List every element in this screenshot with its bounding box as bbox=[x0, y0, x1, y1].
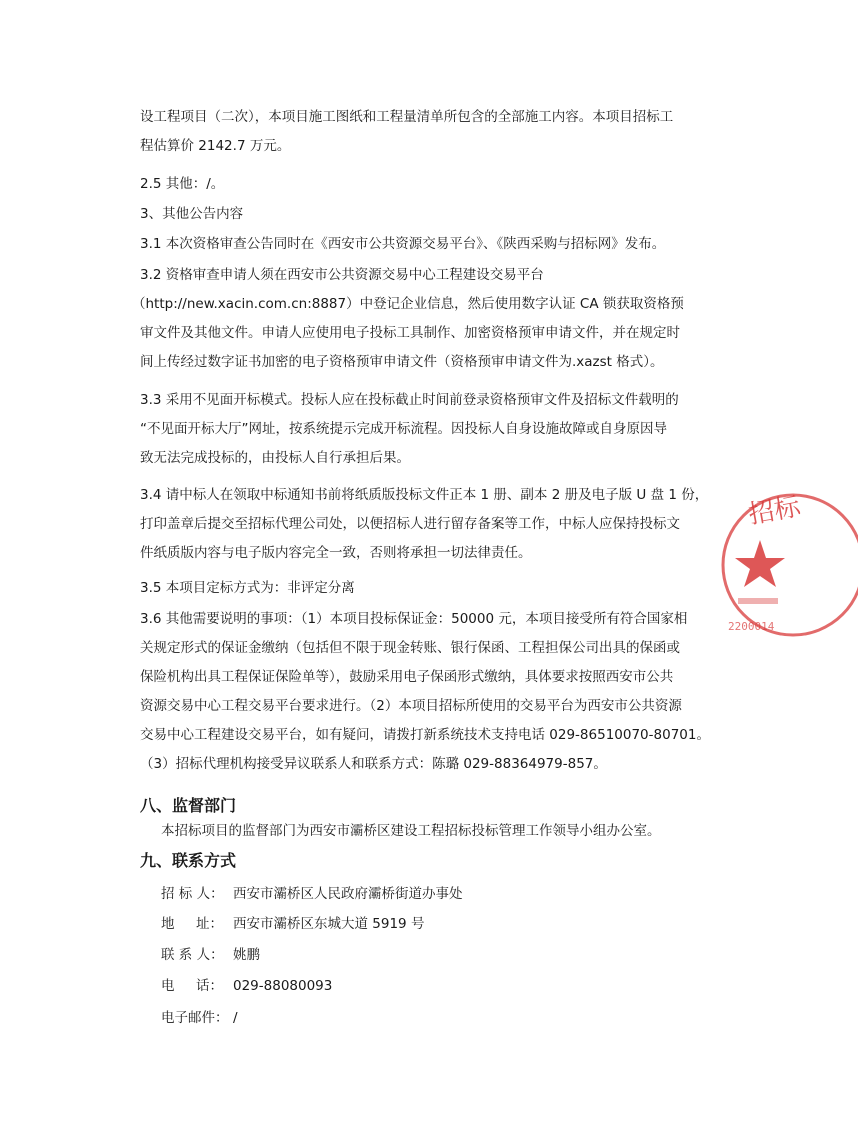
paragraph-2-5: 2.5 其他：/。 bbox=[140, 176, 225, 192]
section-heading-contact: 九、联系方式 bbox=[140, 851, 237, 870]
contact-value: / bbox=[233, 1010, 238, 1026]
text-line: 3.6 其他需要说明的事项：（1）本项目投标保证金：50000 元，本项目接受所有符合国家相 bbox=[140, 611, 688, 627]
text-line: 交易中心工程建设交易平台，如有疑问，请拨打新系统技术支持电话 029-86510070-80701。 bbox=[140, 727, 710, 743]
paragraph-3-heading: 3、其他公告内容 bbox=[140, 206, 244, 222]
text-line: （http://new.xacin.com.cn:8887）中登记企业信息，然后使用数字认证 CA 锁获取资格预 bbox=[132, 296, 684, 312]
paragraph-3-5: 3.5 本项目定标方式为：非评定分离 bbox=[140, 580, 355, 596]
text-line: 3.4 请中标人在领取中标通知书前将纸质版投标文件正本 1 册、副本 2 册及电子版 U 盘 1 份， bbox=[140, 487, 709, 503]
contact-row-tenderer bbox=[161, 882, 463, 906]
text-line: 资源交易中心工程交易平台要求进行。（2）本项目招标所使用的交易平台为西安市公共资源 bbox=[140, 698, 682, 714]
contact-label: 地 址： bbox=[161, 916, 223, 932]
paragraph-3-3 bbox=[140, 386, 700, 473]
contact-value: 姚鹏 bbox=[233, 947, 260, 963]
paragraph-3-2 bbox=[132, 261, 700, 377]
contact-value: 029-88080093 bbox=[233, 978, 333, 994]
contact-value: 西安市灞桥区人民政府灞桥街道办事处 bbox=[233, 886, 463, 902]
official-seal bbox=[728, 480, 858, 650]
text-line: 打印盖章后提交至招标代理公司处，以便招标人进行留存备案等工作，中标人应保持投标文 bbox=[140, 516, 680, 532]
seal-text: 招标 bbox=[746, 491, 803, 531]
text-line: 关规定形式的保证金缴纳（包括但不限于现金转账、银行保函、工程担保公司出具的保函或 bbox=[140, 640, 680, 656]
text-line: 设工程项目（二次），本项目施工图纸和工程量清单所包含的全部施工内容。本项目招标工 bbox=[140, 109, 674, 125]
text-line: 3.2 资格审查申请人须在西安市公共资源交易中心工程建设交易平台 bbox=[140, 267, 544, 283]
contact-row-phone bbox=[161, 974, 332, 998]
contact-label: 电 话： bbox=[161, 978, 223, 994]
contact-label: 电子邮件： bbox=[161, 1010, 229, 1026]
contact-row-person bbox=[161, 943, 260, 967]
text-line: 程估算价 2142.7 万元。 bbox=[140, 138, 291, 154]
supervision-text: 本招标项目的监督部门为西安市灞桥区建设工程招标投标管理工作领导小组办公室。 bbox=[161, 823, 661, 839]
paragraph-3-6 bbox=[140, 605, 710, 779]
contact-value: 西安市灞桥区东城大道 5919 号 bbox=[233, 916, 425, 932]
text-line: 间上传经过数字证书加密的电子资格预审申请文件（资格预审申请文件为.xazst 格式）。 bbox=[140, 354, 664, 370]
contact-label: 招 标 人： bbox=[161, 886, 224, 902]
paragraph-intro bbox=[140, 103, 700, 161]
text-line: 保险机构出具工程保证保险单等），鼓励采用电子保函形式缴纳，具体要求按照西安市公共 bbox=[140, 669, 674, 685]
text-line: 3.3 采用不见面开标模式。投标人应在投标截止时间前登录资格预审文件及招标文件载明的 bbox=[140, 392, 679, 408]
section-heading-supervision: 八、监督部门 bbox=[140, 796, 237, 815]
contact-label: 联 系 人： bbox=[161, 947, 224, 963]
paragraph-3-4 bbox=[140, 481, 709, 568]
seal-number: 2200014 bbox=[728, 620, 775, 633]
contact-row-address bbox=[161, 912, 424, 936]
text-line: 审文件及其他文件。申请人应使用电子投标工具制作、加密资格预审申请文件，并在规定时 bbox=[140, 325, 680, 341]
text-line: “不见面开标大厅”网址，按系统提示完成开标流程。因投标人自身设施故障或自身原因导 bbox=[140, 421, 667, 437]
text-line: （3）招标代理机构接受异议联系人和联系方式：陈璐 029-88364979-857。 bbox=[140, 756, 607, 772]
text-line: 件纸质版内容与电子版内容完全一致，否则将承担一切法律责任。 bbox=[140, 545, 532, 561]
contact-row-email bbox=[161, 1006, 238, 1030]
text-line: 致无法完成投标的，由投标人自行承担后果。 bbox=[140, 450, 410, 466]
seal-star-icon bbox=[735, 540, 785, 587]
paragraph-3-1: 3.1 本次资格审查公告同时在《西安市公共资源交易平台》、《陕西采购与招标网》发布。 bbox=[140, 236, 666, 252]
